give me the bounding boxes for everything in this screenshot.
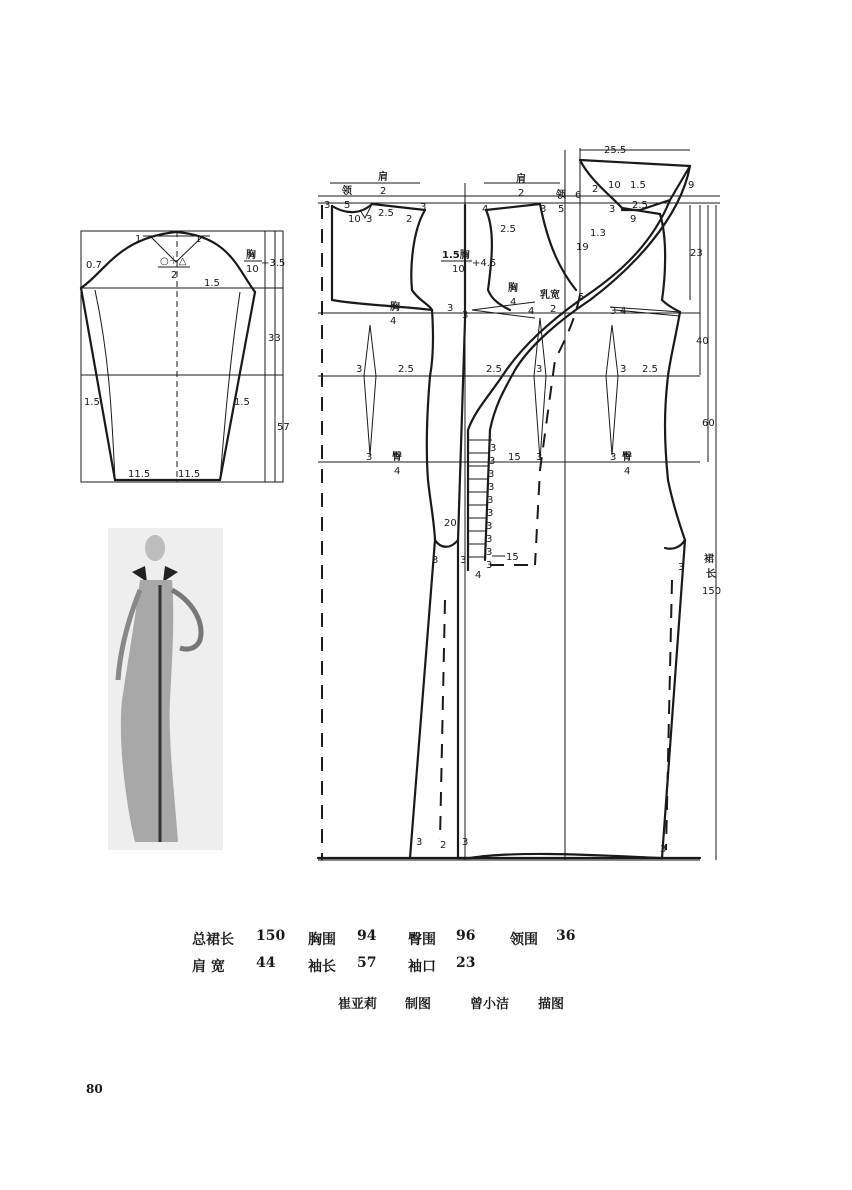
measurement-value: 150 [256, 928, 286, 944]
front-v1.5: 1.5 [630, 180, 646, 191]
back-v2.5b: 2.5 [398, 364, 414, 375]
front-bodice [441, 145, 721, 858]
front-v1.3: 1.3 [590, 228, 606, 239]
front-v2.5e: 2.5 [642, 364, 658, 375]
sleeve-label-33: 33 [268, 333, 281, 344]
front-v4c: 4 [620, 306, 627, 317]
front-v3f: 3 [620, 364, 627, 375]
page-number: 80 [86, 1082, 103, 1096]
measurement-label: 臀围 [408, 932, 436, 948]
illustrator-name: 曾小洁 [470, 997, 510, 1012]
back-v20: 20 [444, 518, 457, 529]
back-v2.5: 2.5 [378, 208, 394, 219]
sleeve-label-1.5-right: 1.5 [234, 397, 250, 408]
front-v23: 23 [690, 248, 703, 259]
front-chest-frac-den: 10 [452, 264, 465, 275]
front-v3: 3 [540, 204, 547, 215]
fashion-illustration [108, 528, 223, 850]
front-v3b: 3 [609, 204, 616, 215]
front-v2.5d: 2.5 [486, 364, 502, 375]
measurement-label: 袖口 [408, 959, 436, 975]
measurement-label: 总裙长 [192, 932, 234, 948]
back-v3i: 3 [416, 837, 423, 848]
sleeve-label-1.5-left: 1.5 [84, 397, 100, 408]
sleeve-label-1.5-cap: 1.5 [204, 278, 220, 289]
measurement-label: 领围 [510, 932, 538, 948]
sleeve-pattern [81, 231, 290, 482]
measurement-label: 胸围 [308, 932, 336, 948]
front-v2: 2 [592, 184, 599, 195]
front-plus-4.5: +4.5 [472, 258, 497, 269]
front-chest-den: 4 [510, 297, 517, 308]
back-v10: 10 [348, 214, 361, 225]
front-neck-label: 领 [556, 190, 566, 201]
front-v2.5c: 2.5 [500, 224, 516, 235]
measurement-label: 袖长 [308, 959, 336, 975]
sleeve-plus-3.5: +3.5 [261, 258, 286, 269]
back-v3g: 3 [432, 555, 439, 566]
back-v2: 2 [406, 214, 413, 225]
measurement-value: 57 [357, 955, 377, 971]
drafter-name: 崔亚莉 [338, 997, 378, 1012]
front-ladder-5: 3 [487, 508, 494, 519]
sleeve-cap-formula-num: ○＋△ [160, 256, 187, 267]
front-v9b: 9 [630, 214, 637, 225]
back-hip-den: 4 [394, 466, 401, 477]
front-v3c: 3 [462, 310, 469, 321]
back-shoulder-den: 2 [380, 186, 387, 197]
sleeve-left-seam [81, 288, 115, 480]
back-v3h: 3 [460, 555, 467, 566]
back-v3b: 3 [366, 214, 373, 225]
front-v3i: 3 [678, 562, 685, 573]
sleeve-label-1b: 1 [195, 234, 202, 245]
front-v4: 4 [482, 204, 489, 215]
back-v3c: 3 [420, 202, 427, 213]
front-ladder-7: 3 [486, 534, 493, 545]
front-hip-den: 4 [624, 466, 631, 477]
front-v10: 10 [608, 180, 621, 191]
front-ladder-1: 3 [489, 456, 496, 467]
sleeve-label-1a: 1 [135, 234, 142, 245]
back-shoulder-label: 肩 [378, 172, 388, 183]
sleeve-chest-den: 10 [246, 264, 259, 275]
sleeve-right-seam [220, 292, 255, 480]
front-chest-label: 胸 [508, 283, 518, 294]
back-chest-label: 胸 [390, 302, 400, 313]
back-v3d: 3 [447, 303, 454, 314]
front-v25.5: 25.5 [604, 145, 627, 156]
front-v3j: 3 [660, 844, 667, 855]
front-v4b: 4 [528, 306, 535, 317]
illustrator-role: 描图 [538, 997, 565, 1012]
front-bust-den: 2 [550, 304, 557, 315]
measurement-value: 36 [556, 928, 576, 944]
measurement-value: 94 [357, 928, 377, 944]
back-neck-label: 领 [342, 186, 352, 197]
front-bust-label: 乳宽 [540, 290, 560, 301]
front-side-seam [662, 312, 685, 858]
sleeve-cuff-left: 11.5 [128, 469, 151, 480]
front-v5: 5 [578, 292, 585, 303]
sleeve-label-0.7: 0.7 [86, 260, 102, 271]
front-skirt-value: 150 [702, 586, 722, 597]
measurement-value: 23 [456, 955, 476, 971]
front-ladder-2: 3 [488, 469, 495, 480]
front-v3d: 3 [610, 306, 617, 317]
front-v15: 15 [508, 452, 521, 463]
front-v3e: 3 [536, 364, 543, 375]
front-v40: 40 [696, 336, 709, 347]
sleeve-label-57: 57 [277, 422, 290, 433]
back-v3f: 3 [366, 452, 373, 463]
back-v3e: 3 [356, 364, 363, 375]
sleeve-cuff-right: 11.5 [178, 469, 201, 480]
front-v3g: 3 [610, 452, 617, 463]
back-chest-den: 4 [390, 316, 397, 327]
back-neck-den: 5 [344, 200, 351, 211]
front-v19: 19 [576, 242, 589, 253]
front-neck-den: 5 [558, 204, 565, 215]
measurement-value: 96 [456, 928, 476, 944]
front-ladder-4: 3 [487, 495, 494, 506]
back-hip-label: 臀 [392, 452, 402, 463]
front-v60: 60 [702, 418, 715, 429]
front-v4d: 4 [475, 570, 482, 581]
front-v9: 9 [688, 180, 695, 191]
front-ladder-8: 3 [486, 547, 493, 558]
front-chest-frac-num: 1.5胸 [442, 250, 470, 261]
dress-frame [318, 148, 720, 860]
drafter-role: 制图 [405, 997, 432, 1012]
sleeve-chest-label: 胸 [246, 250, 256, 261]
front-hip-label: 臀 [622, 452, 632, 463]
back-bodice [324, 170, 470, 858]
sleeve-cap-formula-den: 2 [171, 270, 178, 281]
back-v3: 3 [324, 200, 331, 211]
front-v2.5: 2.5 [632, 200, 648, 211]
front-skirt-label-2: 长 [706, 569, 716, 580]
front-shoulder-label: 肩 [516, 174, 526, 185]
back-side-seam [410, 310, 435, 858]
front-ladder-3: 3 [488, 482, 495, 493]
front-v3h: 3 [536, 452, 543, 463]
front-skirt-label-1: 裙 [704, 554, 714, 565]
front-shoulder-den: 2 [518, 188, 525, 199]
front-ladder-0: 3 [490, 443, 497, 454]
front-ladder-9: 3 [486, 560, 493, 571]
front-ladder-6: 3 [486, 521, 493, 532]
measurement-label: 肩 宽 [192, 959, 225, 975]
back-v2b: 2 [440, 840, 447, 851]
front-v15c: 15 [506, 552, 519, 563]
back-v3j: 3 [462, 837, 469, 848]
measurement-value: 44 [256, 955, 276, 971]
front-v6: 6 [575, 190, 582, 201]
